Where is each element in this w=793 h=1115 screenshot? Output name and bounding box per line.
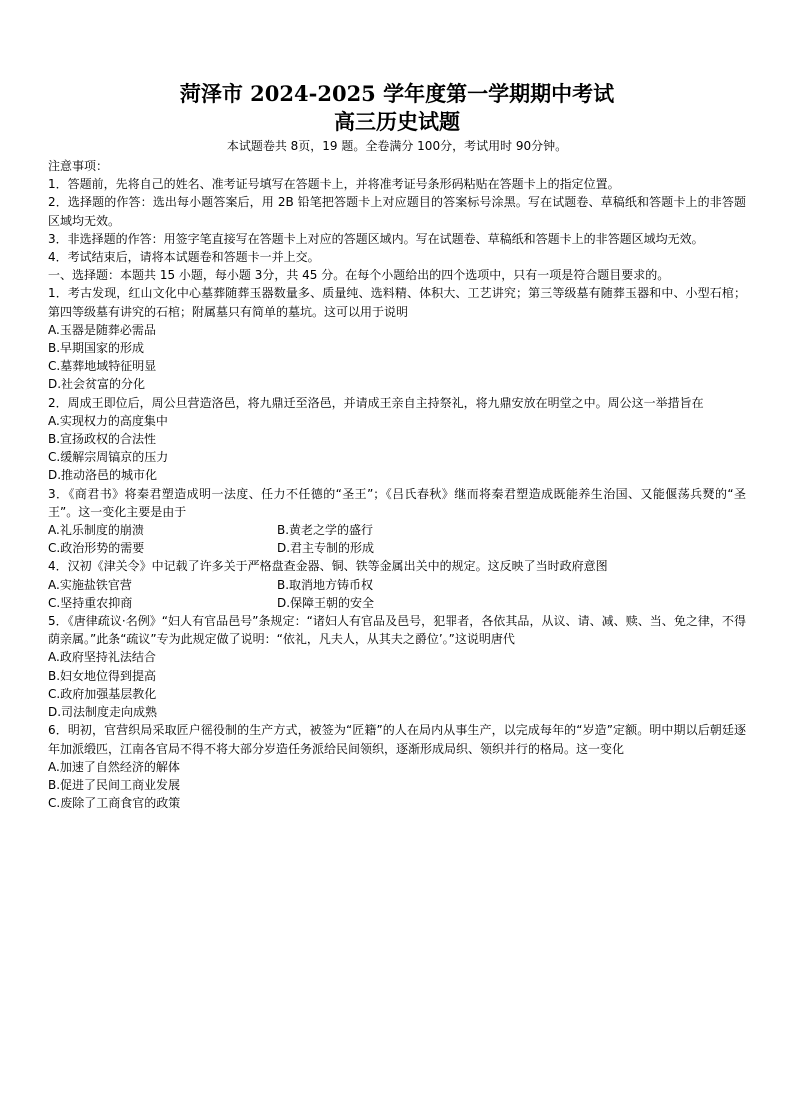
- question-stem: 3．《商君书》将秦君塑造成明一法度、任力不任德的“圣王”；《吕氏春秋》继而将秦君塑造成既能养生治国、又能偃荡兵燹的“圣王”。这一变化主要是由于: [48, 486, 746, 519]
- question-5: [48, 612, 746, 721]
- option-d: D.社会贫富的分化: [48, 377, 146, 392]
- question-stem: 4．汉初《津关令》中记载了许多关于严格盘查金器、铜、铁等金属出关中的规定。这反映了当时政府意图: [48, 559, 608, 574]
- option-b: B.妇女地位得到提高: [48, 668, 157, 683]
- option-c: C.墓葬地域特征明显: [48, 359, 157, 374]
- option-a: A.实现权力的高度集中: [48, 413, 168, 428]
- question-4: [48, 557, 746, 612]
- option-b: B.促进了民间工商业发展: [48, 777, 181, 792]
- option-b: B.黄老之学的盛行: [277, 523, 374, 538]
- note-item: 4．考试结束后，请将本试题卷和答题卡一并上交。: [48, 250, 320, 265]
- question-stem: 5．《唐律疏议·名例》“妇人有官品邑号”条规定：“诸妇人有官品及邑号，犯罪者，各依其品，从议、请、减、赎、当、免之律，不得荫亲属。”此条“疏议”专为此规定做了说明：“依礼，凡夫人，从其夫之爵位’。”这说明唐代: [48, 614, 746, 647]
- note-item: 1．答题前，先将自己的姓名、准考证号填写在答题卡上，并将准考证号条形码粘贴在答题卡上的指定位置。: [48, 177, 620, 192]
- question-2: [48, 394, 746, 485]
- question-1: [48, 284, 746, 393]
- question-3: [48, 485, 746, 558]
- option-row: [48, 576, 746, 594]
- option-row: [48, 539, 746, 557]
- option-row: [48, 594, 746, 612]
- section-intro: 一、选择题：本题共 15 小题，每小题 3分，共 45 分。在每个小题给出的四个选项中，只有一项是符合题目要求的。: [48, 268, 670, 283]
- option-b: B.宣扬政权的合法性: [48, 432, 157, 447]
- option-d: D.保障王朝的安全: [277, 595, 375, 610]
- note-item: 3．非选择题的作答：用签字笔直接写在答题卡上对应的答题区域内。写在试题卷、草稿纸和答题卡上的非答题区域均无效。: [48, 231, 704, 246]
- exam-title: 菏泽市 2024-2025 学年度第一学期期中考试: [179, 81, 615, 106]
- exam-meta: 本试题卷共 8页，19 题。全卷满分 100分，考试用时 90分钟。: [226, 139, 568, 153]
- option-c: C.坚持重农抑商: [48, 595, 133, 610]
- option-row: [48, 521, 746, 539]
- option-c: C.政府加强基层教化: [48, 686, 157, 701]
- option-c: C.废除了工商食官的政策: [48, 796, 181, 811]
- question-stem: 2．周成王即位后，周公旦营造洛邑，将九鼎迁至洛邑，并请成王亲自主持祭礼，将九鼎安放在明堂之中。周公这一举措旨在: [48, 395, 704, 410]
- option-a: A.礼乐制度的崩溃: [48, 523, 144, 538]
- option-a: A.政府坚持礼法结合: [48, 650, 156, 665]
- question-6: [48, 721, 746, 812]
- notes-heading: 注意事项：: [48, 159, 109, 173]
- option-b: B.早期国家的形成: [48, 341, 145, 356]
- option-a: A.玉器是随葬必需品: [48, 322, 156, 337]
- exam-subtitle: 高三历史试题: [334, 109, 460, 134]
- question-stem: 1．考古发现，红山文化中心墓葬随葬玉器数量多、质量纯、选料精、体积大、工艺讲究；第三等级墓有随葬玉器和中、小型石棺；第四等级墓有讲究的石棺；附属墓只有简单的墓坑。这可以用于说明: [48, 286, 746, 319]
- option-c: C.政治形势的需要: [48, 541, 145, 556]
- option-a: A.加速了自然经济的解体: [48, 759, 180, 774]
- option-b: B.取消地方铸币权: [277, 577, 374, 592]
- option-d: D.君主专制的形成: [277, 541, 375, 556]
- notes-section: [48, 157, 746, 266]
- option-d: D.司法制度走向成熟: [48, 705, 158, 720]
- exam-page: [48, 80, 746, 812]
- option-a: A.实施盐铁官营: [48, 577, 132, 592]
- option-c: C.缓解宗周镐京的压力: [48, 450, 169, 465]
- question-stem: 6．明初，官营织局采取匠户徭役制的生产方式，被签为“匠籍”的人在局内从事生产，以完成每年的“岁造”定额。明中期以后朝廷逐年加派缎匹，江南各官局不得不将大部分岁造任务派给民间领织，逐渐形成局织、领织并行的格局。这一变化: [48, 723, 746, 756]
- note-item: 2．选择题的作答：选出每小题答案后，用 2B 铅笔把答题卡上对应题目的答案标号涂黑。写在试题卷、草稿纸和答题卡上的非答题区域均无效。: [48, 195, 746, 228]
- option-d: D.推动洛邑的城市化: [48, 468, 158, 483]
